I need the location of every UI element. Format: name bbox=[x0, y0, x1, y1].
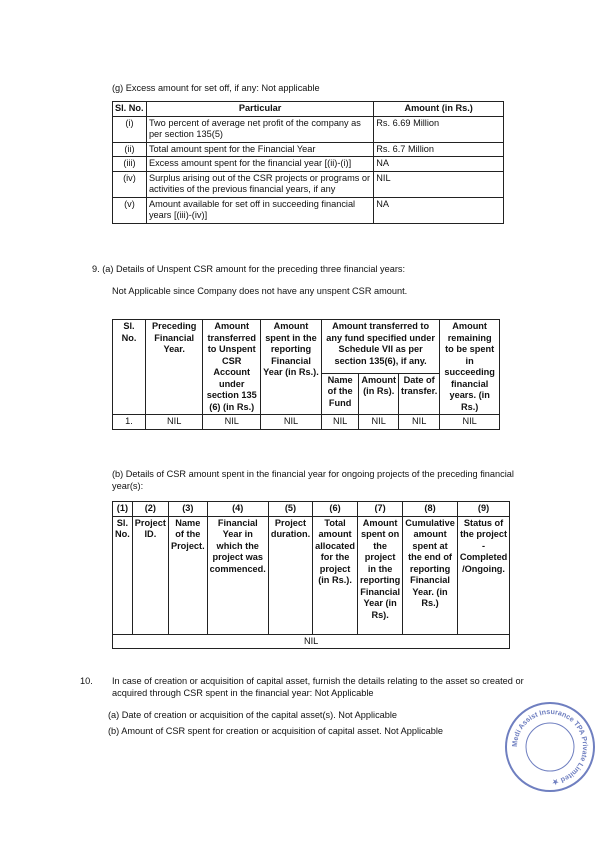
ongoing-projects-table bbox=[112, 501, 510, 649]
column-number: (2) bbox=[132, 502, 168, 517]
header-fund-transfer-group: Amount transferred to any fund specified under Schedule VII as per section 135(6), if any. bbox=[321, 320, 439, 374]
stamp-ring-text bbox=[505, 702, 595, 792]
column-number: (6) bbox=[313, 502, 358, 517]
section-9a-heading: 9. (a) Details of Unspent CSR amount for the preceding three financial years: bbox=[92, 264, 406, 274]
column-number: (5) bbox=[268, 502, 312, 517]
row-sl: (iii) bbox=[113, 157, 147, 172]
section-g-heading: (g) Excess amount for set off, if any: Not applicable bbox=[112, 83, 320, 93]
table-row bbox=[113, 415, 500, 430]
row-sl: (ii) bbox=[113, 142, 147, 157]
section-10-number: 10. bbox=[80, 676, 93, 686]
header-particular: Particular bbox=[146, 102, 373, 117]
nil-cell: NIL bbox=[113, 634, 510, 649]
header-fund-date: Date of transfer. bbox=[399, 373, 440, 414]
header-amount: Amount (in Rs.) bbox=[374, 102, 504, 117]
cell: NIL bbox=[321, 415, 358, 430]
unspent-csr-table bbox=[112, 319, 500, 430]
table-row bbox=[113, 157, 504, 172]
table-header-row bbox=[113, 320, 500, 374]
header-fund-name: Name of the Fund bbox=[321, 373, 358, 414]
column-number: (7) bbox=[357, 502, 402, 517]
cell: NIL bbox=[146, 415, 203, 430]
section-9b-heading: (b) Details of CSR amount spent in the financial year for ongoing projects of the preceding financial year(s): bbox=[112, 469, 514, 491]
header-total-allocated: Total amount allocated for the project (in Rs.). bbox=[313, 516, 358, 634]
table-row bbox=[113, 634, 510, 649]
section-10-a: (a) Date of creation or acquisition of the capital asset(s). Not Applicable bbox=[108, 710, 398, 720]
table-header-row bbox=[113, 516, 510, 634]
svg-text:Medi Assist Insurance TPA Priv: Medi Assist Insurance TPA Private Limited ★ bbox=[509, 706, 591, 788]
cell: NIL bbox=[399, 415, 440, 430]
header-sl-no: Sl. No. bbox=[113, 320, 146, 415]
header-status: Status of the project - Completed /Ongoing. bbox=[457, 516, 509, 634]
cell: NIL bbox=[359, 415, 399, 430]
row-amount: NIL bbox=[374, 171, 504, 197]
header-project-name: Name of the Project. bbox=[168, 516, 207, 634]
header-amount-spent: Amount spent on the project in the reporting Financial Year (in Rs). bbox=[357, 516, 402, 634]
section-10-b: (b) Amount of CSR spent for creation or acquisition of capital asset. Not Applicable bbox=[108, 726, 444, 736]
table-number-row bbox=[113, 502, 510, 517]
cell: NIL bbox=[440, 415, 500, 430]
header-project-id: Project ID. bbox=[132, 516, 168, 634]
row-sl: (iv) bbox=[113, 171, 147, 197]
cell: NIL bbox=[203, 415, 261, 430]
header-preceding-fy: Preceding Financial Year. bbox=[146, 320, 203, 415]
row-particular: Two percent of average net profit of the company as per section 135(5) bbox=[146, 116, 373, 142]
header-fund-amount: Amount (in Rs). bbox=[359, 373, 399, 414]
header-sl-no: Sl. No. bbox=[113, 102, 147, 117]
table-row bbox=[113, 171, 504, 197]
row-sl: (v) bbox=[113, 197, 147, 223]
cell: 1. bbox=[113, 415, 146, 430]
header-financial-year: Financial Year in which the project was commenced. bbox=[207, 516, 268, 634]
header-cumulative-spent: Cumulative amount spent at the end of reporting Financial Year. (in Rs.) bbox=[403, 516, 458, 634]
cell: NIL bbox=[261, 415, 322, 430]
company-stamp bbox=[505, 702, 595, 792]
row-particular: Amount available for set off in succeeding financial years [(iii)-(iv)] bbox=[146, 197, 373, 223]
excess-amount-table bbox=[112, 101, 504, 224]
section-10-text: In case of creation or acquisition of capital asset, furnish the details relating to the asset so created or acquired through CSR spent in the financial year: Not Applicable bbox=[112, 676, 524, 698]
column-number: (9) bbox=[457, 502, 509, 517]
header-project-duration: Project duration. bbox=[268, 516, 312, 634]
header-amount-remaining: Amount remaining to be spent in succeeding financial years. (in Rs.) bbox=[440, 320, 500, 415]
column-number: (4) bbox=[207, 502, 268, 517]
table-header-row bbox=[113, 102, 504, 117]
row-amount: Rs. 6.7 Million bbox=[374, 142, 504, 157]
table-row bbox=[113, 116, 504, 142]
header-amount-spent: Amount spent in the reporting Financial Year (in Rs.). bbox=[261, 320, 322, 415]
column-number: (1) bbox=[113, 502, 133, 517]
row-amount: Rs. 6.69 Million bbox=[374, 116, 504, 142]
row-particular: Excess amount spent for the financial year [(ii)-(i)] bbox=[146, 157, 373, 172]
table-row bbox=[113, 142, 504, 157]
row-particular: Surplus arising out of the CSR projects or programs or activities of the previous financial years, if any bbox=[146, 171, 373, 197]
table-row bbox=[113, 197, 504, 223]
row-particular: Total amount spent for the Financial Year bbox=[146, 142, 373, 157]
section-9a-note: Not Applicable since Company does not have any unspent CSR amount. bbox=[112, 286, 408, 296]
row-amount: NA bbox=[374, 157, 504, 172]
row-sl: (i) bbox=[113, 116, 147, 142]
column-number: (8) bbox=[403, 502, 458, 517]
header-amount-transferred: Amount transferred to Unspent CSR Account under section 135 (6) (in Rs.) bbox=[203, 320, 261, 415]
header-sl-no: Sl. No. bbox=[113, 516, 133, 634]
column-number: (3) bbox=[168, 502, 207, 517]
row-amount: NA bbox=[374, 197, 504, 223]
